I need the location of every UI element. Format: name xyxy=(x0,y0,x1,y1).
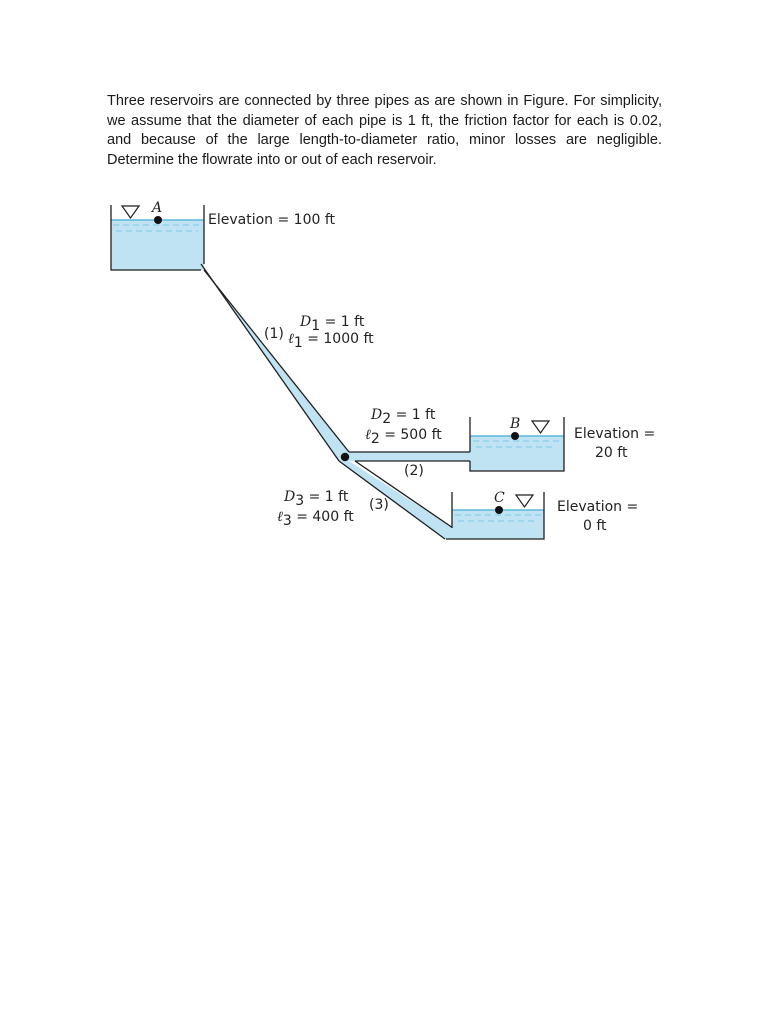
water-level-icon xyxy=(122,206,139,218)
reservoir-b-elevation-line1: Elevation = xyxy=(574,426,656,442)
pipe-1 xyxy=(201,264,339,461)
point-a-marker xyxy=(154,216,162,224)
pipe-2-labels xyxy=(365,407,442,479)
reservoir-c xyxy=(446,490,638,539)
pipe-1-labels xyxy=(264,314,374,351)
problem-statement: Three reservoirs are connected by three pipes as are shown in Figure. For simplicity, we assume that the diameter of each pipe is 1 ft, the friction factor for each is 0.02, and because of the large length-to-diameter ratio, minor losses are negligible. Determine the flowrate into or out of each reservoir. xyxy=(107,93,662,168)
pipe-3-number: (3) xyxy=(369,497,389,513)
junction-marker xyxy=(341,453,349,461)
reservoir-b xyxy=(470,416,655,471)
reservoir-a xyxy=(111,200,336,270)
pipe-3 xyxy=(339,461,445,539)
pipe-2-length: ℓ2 = 500 ft xyxy=(365,427,442,447)
reservoir-a-water xyxy=(111,220,204,270)
reservoir-c-water xyxy=(452,510,544,539)
point-b-marker xyxy=(511,432,519,440)
water-level-icon xyxy=(516,495,533,507)
pipe-3-length: ℓ3 = 400 ft xyxy=(277,509,354,529)
water-level-icon xyxy=(532,421,549,433)
pipe-3-labels xyxy=(277,489,389,529)
pipe-1-diameter: D1 = 1 ft xyxy=(300,314,365,334)
pipe-3-diameter: D3 = 1 ft xyxy=(284,489,349,509)
pipe-1-length: ℓ1 = 1000 ft xyxy=(288,331,374,351)
pipe-2-diameter: D2 = 1 ft xyxy=(371,407,436,427)
reservoir-a-elevation: Elevation = 100 ft xyxy=(208,212,336,228)
pipe-2-number: (2) xyxy=(404,463,424,479)
point-c-marker xyxy=(495,506,503,514)
pipe-1-number: (1) xyxy=(264,326,284,342)
point-b-label: B xyxy=(510,416,521,432)
point-a-label: A xyxy=(152,200,163,216)
reservoir-c-elevation-line1: Elevation = xyxy=(557,499,639,515)
reservoir-c-elevation-line2: 0 ft xyxy=(583,518,607,534)
point-c-label: C xyxy=(494,490,505,506)
reservoir-b-elevation-line2: 20 ft xyxy=(595,445,628,461)
pipe-1 xyxy=(204,270,349,452)
